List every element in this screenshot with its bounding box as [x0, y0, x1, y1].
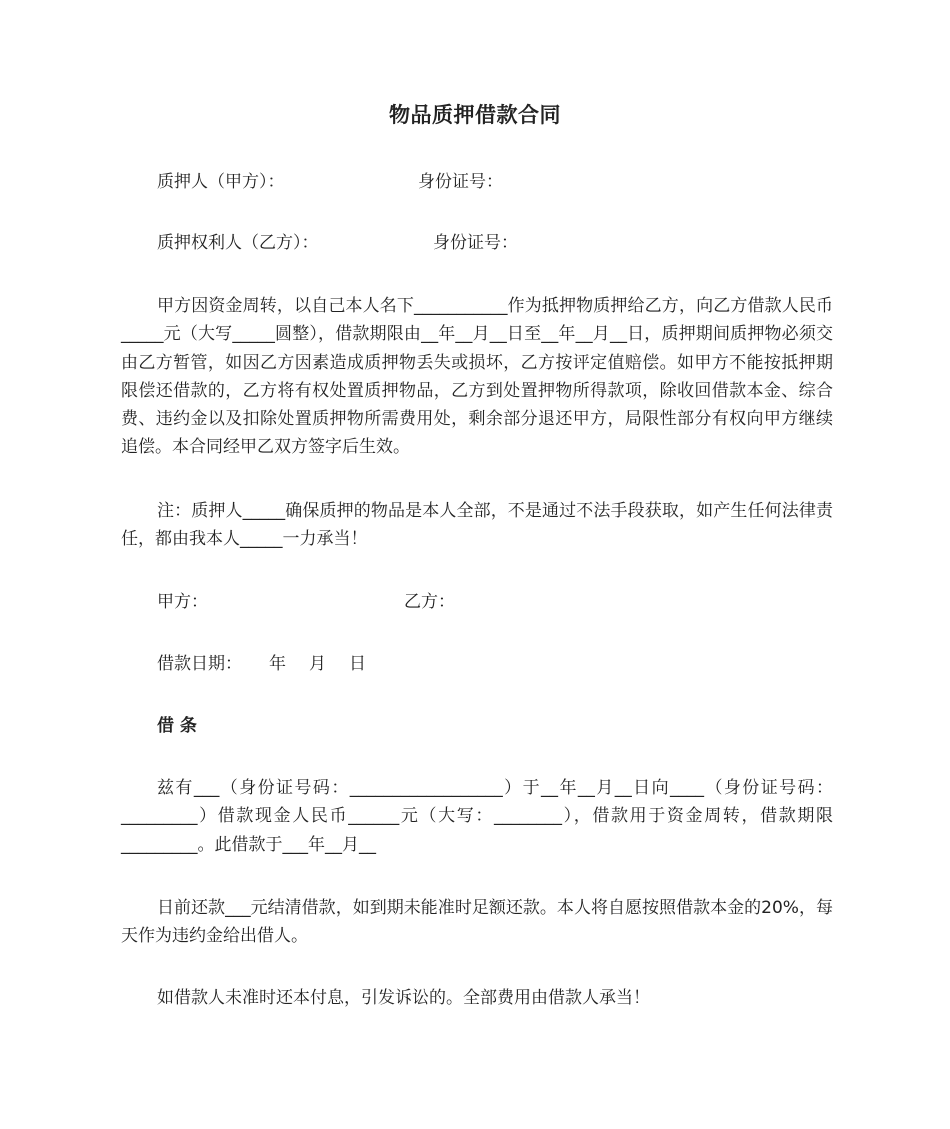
- pledgor-id-label: 身份证号：: [418, 172, 503, 192]
- document-title: 物品质押借款合同: [389, 103, 561, 127]
- pledgee-label: 质押权利人（乙方）：: [157, 233, 319, 253]
- pledgee-id-label: 身份证号：: [433, 233, 518, 253]
- repay-paragraph: 日前还款___元结清借款，如到期未能准时足额还款。本人将自愿按照借款本金的20%，每天作为违约金给出借人。: [121, 898, 833, 947]
- litigation-paragraph: 如借款人未准时还本付息，引发诉讼的。全部费用由借款人承当！: [157, 988, 650, 1008]
- loan-date-year: 年: [269, 654, 286, 674]
- iou-heading: 借 条: [157, 716, 197, 736]
- note-paragraph: 注：质押人_____确保质押的物品是本人全部，不是通过不法手段获取，如产生任何法律责任，都由我本人_____一力承当！: [121, 501, 833, 550]
- main-paragraph: 甲方因资金周转，以自己本人名下___________作为抵押物质押给乙方，向乙方借款人民币_____元（大写_____圆整），借款期限由__年__月__日至__年__月__日，质押期间质押物必须交由乙方暂管，如因乙方因素造成质押物丢失或损坏，乙方按评定值赔偿。如甲方不能按抵押期限偿还借款的，乙方将有权处置质押物品，乙方到处置押物所得款项，除收回借款本金、综合费、违约金以及扣除处置质押物所需费用处，剩余部分退还甲方，局限性部分有权向甲方继续追偿。本合同经甲乙双方签字后生效。: [121, 296, 833, 458]
- loan-date-day: 日: [349, 654, 366, 674]
- pledgor-label: 质押人（甲方）：: [157, 172, 285, 192]
- loan-date-month: 月: [309, 654, 326, 674]
- loan-date-label: 借款日期：: [157, 654, 242, 674]
- iou-paragraph: 兹有___（身份证号码：__________________）于__年__月__日向____（身份证号码：_________）借款现金人民币______元（大写：________），借款用于资金周转，借款期限 _________。此借款于___年__月__: [121, 778, 833, 855]
- party-b-label: 乙方：: [404, 592, 455, 612]
- party-a-label: 甲方：: [157, 592, 208, 612]
